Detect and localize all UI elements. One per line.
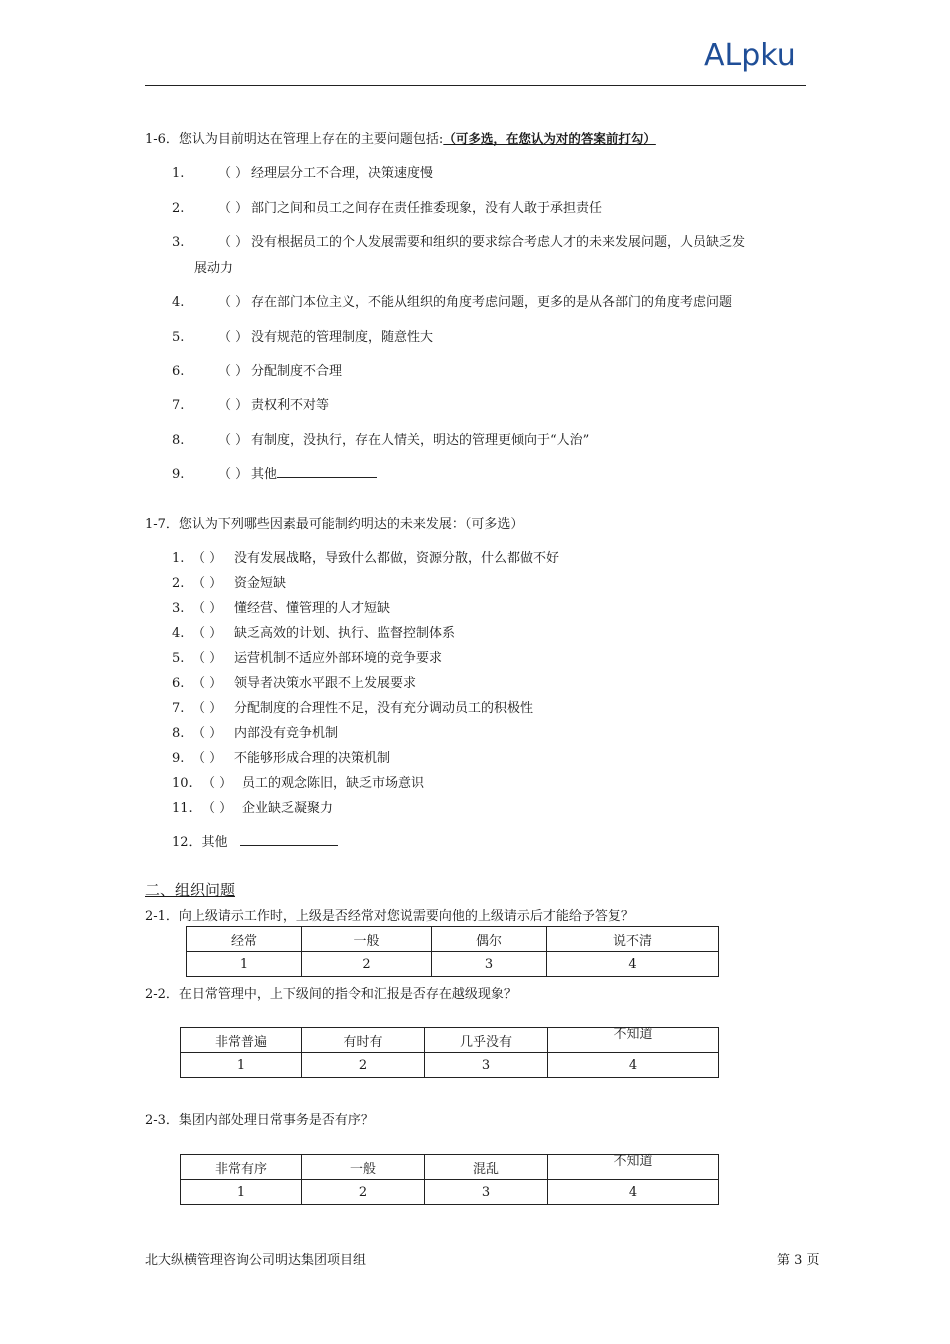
question-2-1-title: 2-1．向上级请示工作时，上级是否经常对您说需要向他的上级请示后才能给予答复？ (145, 909, 634, 924)
option-value[interactable]: 4 (548, 1053, 719, 1078)
q17-option-6[interactable]: 6. （ ） 领导者决策水平跟不上发展要求 (172, 676, 417, 691)
option-label[interactable]: 有时有 (302, 1028, 425, 1053)
q16-option-3-continuation: 展动力 (194, 261, 234, 276)
question-1-7-title: 1-7．您认为下列哪些因素最可能制约明达的未来发展：（可多选） (145, 517, 524, 532)
q16-option-7[interactable]: 7. （ ） 责权利不对等 (172, 398, 330, 413)
option-value[interactable]: 3 (425, 1180, 548, 1205)
option-label[interactable]: 不知道 (548, 1028, 719, 1053)
q21-answer-table (186, 926, 719, 977)
q16-option-8[interactable]: 8. （ ） 有制度，没执行，存在人情关，明达的管理更倾向于“人治” (172, 433, 590, 448)
q17-option-5[interactable]: 5. （ ） 运营机制不适应外部环境的竞争要求 (172, 651, 443, 666)
q17-option-3[interactable]: 3. （ ） 懂经营、懂管理的人才短缺 (172, 601, 391, 616)
option-label[interactable]: 一般 (302, 1155, 425, 1180)
q16-option-1[interactable]: 1. （ ） 经理层分工不合理，决策速度慢 (172, 166, 434, 181)
q17-option-12-other[interactable]: 12．其他 (172, 831, 338, 850)
header-divider (145, 85, 806, 86)
q17-option-7[interactable]: 7. （ ） 分配制度的合理性不足，没有充分调动员工的积极性 (172, 701, 534, 716)
q17-option-11[interactable]: 11. （ ） 企业缺乏凝聚力 (172, 801, 334, 816)
table-value-row (181, 1180, 719, 1205)
option-value[interactable]: 4 (547, 952, 719, 977)
q17-option-10[interactable]: 10. （ ） 员工的观念陈旧，缺乏市场意识 (172, 776, 425, 791)
option-label[interactable]: 几乎没有 (425, 1028, 548, 1053)
table-header-row (181, 1155, 719, 1180)
footer-company: 北大纵横管理咨询公司明达集团项目组 (145, 1253, 367, 1268)
q23-answer-table (180, 1154, 719, 1205)
question-instruction: （可多选，在您认为对的答案前打勾） (443, 131, 656, 146)
option-label[interactable]: 非常普遍 (181, 1028, 302, 1053)
company-logo: ALpku (704, 38, 796, 73)
q17-option-1[interactable]: 1. （ ） 没有发展战略，导致什么都做，资源分散，什么都做不好 (172, 551, 560, 566)
option-value[interactable]: 1 (187, 952, 302, 977)
option-label[interactable]: 一般 (302, 927, 432, 952)
option-value[interactable]: 2 (302, 952, 432, 977)
option-label[interactable]: 经常 (187, 927, 302, 952)
option-value[interactable]: 2 (302, 1180, 425, 1205)
option-label[interactable]: 偶尔 (432, 927, 547, 952)
option-label[interactable]: 说不清 (547, 927, 719, 952)
option-label[interactable]: 非常有序 (181, 1155, 302, 1180)
section-title: 二、组织问题 (145, 881, 236, 899)
q16-option-9[interactable]: 9. （ ） 其他 (172, 463, 377, 482)
option-label[interactable]: 混乱 (425, 1155, 548, 1180)
table-value-row (187, 952, 719, 977)
page-number: 第 3 页 (777, 1253, 820, 1268)
option-value[interactable]: 3 (432, 952, 547, 977)
table-value-row (181, 1053, 719, 1078)
q17-option-4[interactable]: 4. （ ） 缺乏高效的计划、执行、监督控制体系 (172, 626, 456, 641)
q22-answer-table (180, 1027, 719, 1078)
q16-option-2[interactable]: 2. （ ） 部门之间和员工之间存在责任推委现象，没有人敢于承担责任 (172, 201, 603, 216)
option-value[interactable]: 1 (181, 1180, 302, 1205)
q17-option-2[interactable]: 2. （ ） 资金短缺 (172, 576, 287, 591)
option-value[interactable]: 1 (181, 1053, 302, 1078)
q17-option-9[interactable]: 9. （ ） 不能够形成合理的决策机制 (172, 751, 391, 766)
option-value[interactable]: 4 (548, 1180, 719, 1205)
q16-option-6[interactable]: 6. （ ） 分配制度不合理 (172, 364, 343, 379)
question-2-2-title: 2-2．在日常管理中，上下级间的指令和汇报是否存在越级现象？ (145, 987, 517, 1002)
q17-option-8[interactable]: 8. （ ） 内部没有竞争机制 (172, 726, 339, 741)
q16-option-5[interactable]: 5. （ ） 没有规范的管理制度，随意性大 (172, 330, 434, 345)
option-label[interactable]: 不知道 (548, 1155, 719, 1180)
question-text: 1-6．您认为目前明达在管理上存在的主要问题包括: (145, 132, 444, 147)
table-header-row (181, 1028, 719, 1053)
table-header-row (187, 927, 719, 952)
q16-option-3[interactable]: 3. （ ） 没有根据员工的个人发展需要和组织的要求综合考虑人才的未来发展问题，人员缺乏发 (172, 235, 746, 250)
fill-in-blank[interactable] (277, 465, 377, 478)
question-2-3-title: 2-3．集团内部处理日常事务是否有序？ (145, 1113, 374, 1128)
question-1-6-title (145, 128, 656, 147)
option-value[interactable]: 3 (425, 1053, 548, 1078)
option-value[interactable]: 2 (302, 1053, 425, 1078)
q16-option-4[interactable]: 4. （ ） 存在部门本位主义，不能从组织的角度考虑问题，更多的是从各部门的角度考虑问题 (172, 295, 733, 310)
fill-in-blank[interactable] (240, 833, 338, 846)
